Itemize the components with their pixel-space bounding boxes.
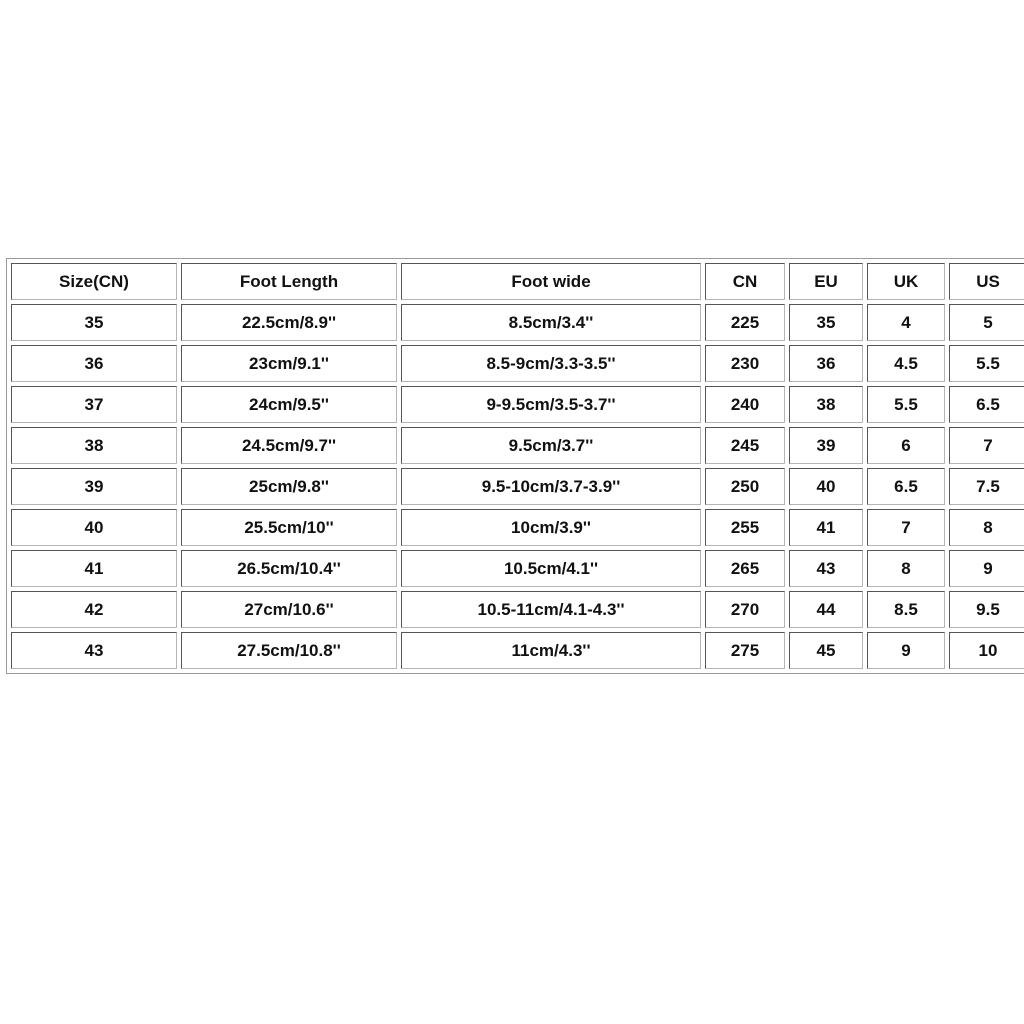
cell-cn: 255 — [705, 509, 785, 546]
cell-us: 7 — [949, 427, 1024, 464]
cell-uk: 4.5 — [867, 345, 945, 382]
cell-us: 9 — [949, 550, 1024, 587]
table-row — [11, 468, 1024, 505]
cell-size-cn: 39 — [11, 468, 177, 505]
cell-eu: 44 — [789, 591, 863, 628]
cell-eu: 36 — [789, 345, 863, 382]
cell-foot-length: 27cm/10.6'' — [181, 591, 397, 628]
table-row — [11, 509, 1024, 546]
cell-eu: 45 — [789, 632, 863, 669]
cell-uk: 9 — [867, 632, 945, 669]
cell-uk: 4 — [867, 304, 945, 341]
cell-foot-wide: 8.5cm/3.4'' — [401, 304, 701, 341]
cell-eu: 41 — [789, 509, 863, 546]
cell-foot-length: 26.5cm/10.4'' — [181, 550, 397, 587]
cell-foot-length: 25.5cm/10'' — [181, 509, 397, 546]
cell-uk: 8.5 — [867, 591, 945, 628]
header-foot-length: Foot Length — [181, 263, 397, 300]
table-row — [11, 386, 1024, 423]
table-header-row — [11, 263, 1024, 300]
cell-us: 6.5 — [949, 386, 1024, 423]
cell-us: 5 — [949, 304, 1024, 341]
cell-cn: 265 — [705, 550, 785, 587]
header-uk: UK — [867, 263, 945, 300]
cell-uk: 7 — [867, 509, 945, 546]
cell-us: 9.5 — [949, 591, 1024, 628]
cell-foot-wide: 10cm/3.9'' — [401, 509, 701, 546]
cell-foot-wide: 9.5-10cm/3.7-3.9'' — [401, 468, 701, 505]
cell-size-cn: 38 — [11, 427, 177, 464]
cell-foot-length: 27.5cm/10.8'' — [181, 632, 397, 669]
cell-size-cn: 37 — [11, 386, 177, 423]
cell-uk: 6.5 — [867, 468, 945, 505]
table-row — [11, 304, 1024, 341]
table-row — [11, 427, 1024, 464]
cell-uk: 6 — [867, 427, 945, 464]
cell-us: 10 — [949, 632, 1024, 669]
cell-foot-wide: 9.5cm/3.7'' — [401, 427, 701, 464]
cell-foot-wide: 9-9.5cm/3.5-3.7'' — [401, 386, 701, 423]
header-us: US — [949, 263, 1024, 300]
size-chart-table — [6, 258, 1024, 674]
cell-cn: 270 — [705, 591, 785, 628]
cell-foot-length: 24cm/9.5'' — [181, 386, 397, 423]
cell-foot-wide: 11cm/4.3'' — [401, 632, 701, 669]
cell-us: 5.5 — [949, 345, 1024, 382]
cell-cn: 225 — [705, 304, 785, 341]
table-row — [11, 632, 1024, 669]
table-row — [11, 550, 1024, 587]
table-row — [11, 591, 1024, 628]
cell-foot-wide: 10.5cm/4.1'' — [401, 550, 701, 587]
header-cn: CN — [705, 263, 785, 300]
cell-cn: 275 — [705, 632, 785, 669]
cell-foot-wide: 10.5-11cm/4.1-4.3'' — [401, 591, 701, 628]
cell-size-cn: 43 — [11, 632, 177, 669]
cell-us: 8 — [949, 509, 1024, 546]
cell-foot-wide: 8.5-9cm/3.3-3.5'' — [401, 345, 701, 382]
cell-size-cn: 40 — [11, 509, 177, 546]
cell-eu: 43 — [789, 550, 863, 587]
cell-size-cn: 35 — [11, 304, 177, 341]
header-size-cn: Size(CN) — [11, 263, 177, 300]
cell-foot-length: 22.5cm/8.9'' — [181, 304, 397, 341]
cell-foot-length: 25cm/9.8'' — [181, 468, 397, 505]
cell-eu: 38 — [789, 386, 863, 423]
cell-eu: 39 — [789, 427, 863, 464]
cell-uk: 8 — [867, 550, 945, 587]
cell-size-cn: 41 — [11, 550, 177, 587]
cell-size-cn: 36 — [11, 345, 177, 382]
cell-foot-length: 24.5cm/9.7'' — [181, 427, 397, 464]
header-eu: EU — [789, 263, 863, 300]
cell-eu: 35 — [789, 304, 863, 341]
table-row — [11, 345, 1024, 382]
cell-cn: 245 — [705, 427, 785, 464]
cell-eu: 40 — [789, 468, 863, 505]
cell-cn: 240 — [705, 386, 785, 423]
cell-uk: 5.5 — [867, 386, 945, 423]
header-foot-wide: Foot wide — [401, 263, 701, 300]
cell-cn: 230 — [705, 345, 785, 382]
cell-us: 7.5 — [949, 468, 1024, 505]
cell-size-cn: 42 — [11, 591, 177, 628]
cell-foot-length: 23cm/9.1'' — [181, 345, 397, 382]
cell-cn: 250 — [705, 468, 785, 505]
